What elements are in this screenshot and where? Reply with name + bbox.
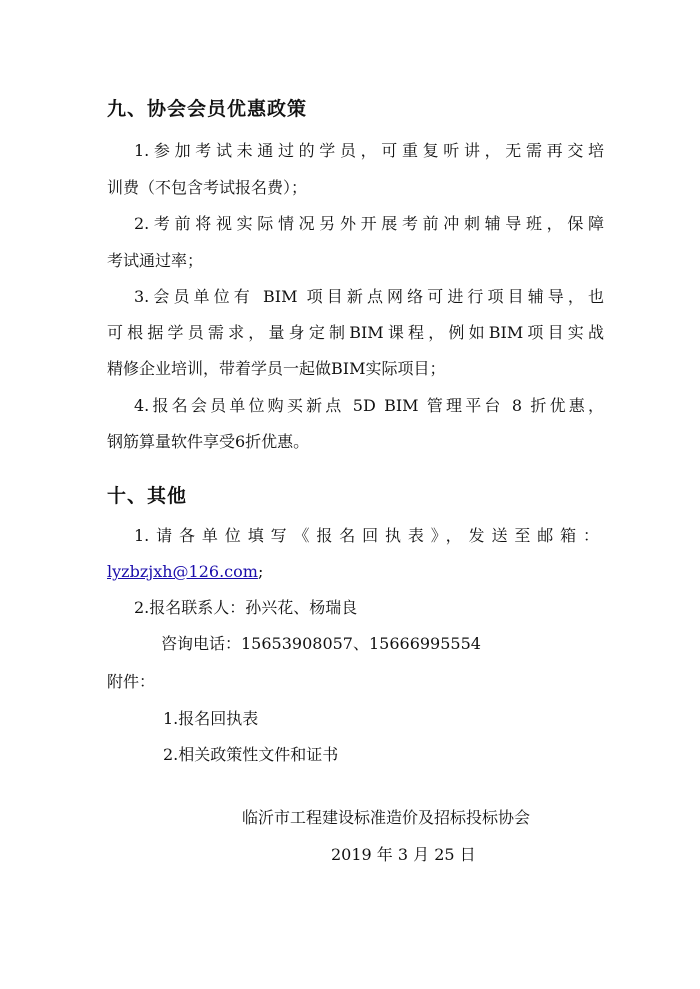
section-9-item-2-line-1: 2.考前将视实际情况另外开展考前冲刺辅导班，保障 [134, 214, 604, 233]
attachment-item-2: 2.相关政策性文件和证书 [163, 745, 339, 764]
section-9-item-3-line-2: 可根据学员需求，量身定制BIM课程，例如BIM项目实战 [107, 323, 604, 342]
section-10-item-1-line-1: 1.请各单位填写《报名回执表》，发送至邮箱： [134, 526, 599, 545]
section-10-item-2-line-1: 2.报名联系人：孙兴花、杨瑞良 [134, 598, 358, 617]
email-suffix: ; [257, 562, 264, 581]
section-10-heading: 十、其他 [107, 485, 188, 507]
signature-org: 临沂市工程建设标准造价及招标投标协会 [242, 808, 531, 827]
section-9-item-3-line-3: 精修企业培训，带着学员一起做BIM实际项目； [107, 359, 446, 378]
consult-phone: 咨询电话：15653908057、15666995554 [161, 634, 481, 653]
email-line [107, 562, 263, 582]
section-9-item-1-line-2: 训费（不包含考试报名费）； [107, 178, 308, 197]
section-9-item-4-line-2: 钢筋算量软件享受6折优惠。 [107, 432, 310, 451]
section-9-item-3-line-1: 3.会员单位有 BIM 项目新点网络可进行项目辅导，也 [134, 287, 604, 306]
section-9-item-4-line-1: 4.报名会员单位购买新点 5D BIM 管理平台 8 折优惠， [134, 396, 604, 415]
section-9-heading: 九、协会会员优惠政策 [107, 98, 308, 120]
section-9-item-2-line-2: 考试通过率； [107, 251, 204, 270]
email-link[interactable]: lyzbzjxh@126.com [107, 562, 258, 581]
section-9-item-1-line-1: 1.参加考试未通过的学员，可重复听讲，无需再交培 [134, 141, 604, 160]
signature-date: 2019 年 3 月 25 日 [331, 845, 476, 864]
attachment-item-1: 1.报名回执表 [163, 709, 259, 728]
attachments-label: 附件： [107, 672, 156, 691]
